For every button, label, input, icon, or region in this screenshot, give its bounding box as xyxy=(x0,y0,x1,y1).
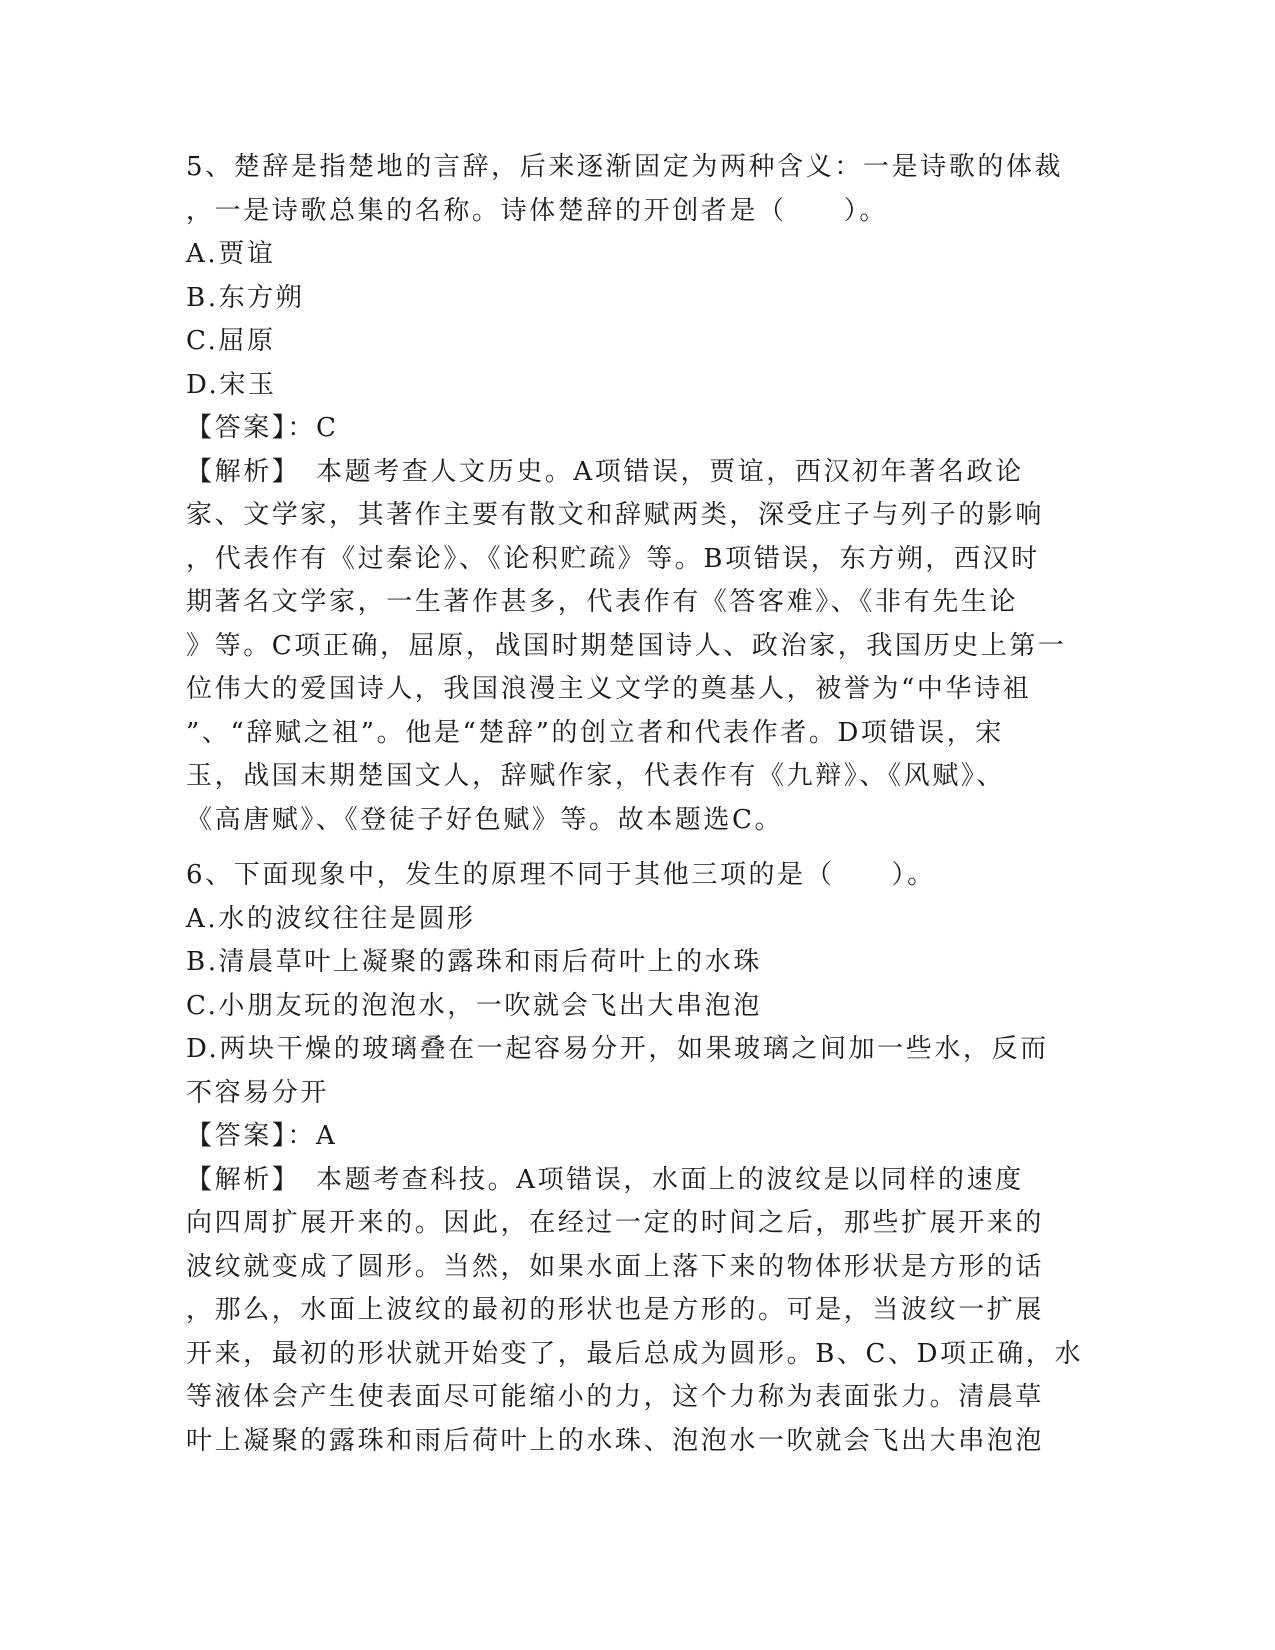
analysis-line: 》等。C项正确，屈原，战国时期楚国诗人、政治家，我国历史上第一 xyxy=(186,630,1067,661)
analysis-line: 向四周扩展开来的。因此，在经过一定的时间之后，那些扩展开来的 xyxy=(186,1208,1045,1238)
document-page xyxy=(186,146,1086,1463)
question-6 xyxy=(186,854,1086,1463)
option-a: A.水的波纹往往是圆形 xyxy=(186,903,476,934)
analysis-line: 玉，战国末期楚国文人，辞赋作家，代表作有《九辩》、《风赋》、 xyxy=(186,761,1006,791)
option-b: B.清晨草叶上凝聚的露珠和雨后荷叶上的水珠 xyxy=(186,947,762,977)
question-spacer xyxy=(186,842,1086,854)
analysis-line: 《高唐赋》、《登徒子好色赋》等。故本题选C。 xyxy=(186,804,784,835)
analysis-line: 【解析】 本题考查人文历史。A项错误，贾谊，西汉初年著名政论 xyxy=(186,456,1024,487)
option-b: B.东方朔 xyxy=(186,282,305,313)
question-stem-line: 6、下面现象中，发生的原理不同于其他三项的是（ ）。 xyxy=(186,860,936,890)
option-c: C.小朋友玩的泡泡水，一吹就会飞出大串泡泡 xyxy=(186,990,762,1021)
analysis-line: ，代表作有《过秦论》、《论积贮疏》等。B项错误，东方朔，西汉时 xyxy=(186,543,1040,574)
analysis-line: ”、“辞赋之祖”。他是“楚辞”的创立者和代表作者。D项错误，宋 xyxy=(186,717,1004,748)
option-c: C.屈原 xyxy=(186,326,276,356)
analysis-line: 位伟大的爱国诗人，我国浪漫主义文学的奠基人，被誉为“中华诗祖 xyxy=(186,674,1032,704)
question-stem-line: 5、楚辞是指楚地的言辞，后来逐渐固定为两种含义：一是诗歌的体裁 xyxy=(186,152,1064,182)
question-stem-line: ，一是诗歌总集的名称。诗体楚辞的开创者是（ ）。 xyxy=(186,195,889,226)
analysis-line: ，那么，水面上波纹的最初的形状也是方形的。可是，当波纹一扩展 xyxy=(186,1295,1045,1325)
analysis-line: 【解析】 本题考查科技。A项错误，水面上的波纹是以同样的速度 xyxy=(186,1164,1024,1195)
option-d: D.两块干燥的玻璃叠在一起容易分开，如果玻璃之间加一些水，反而 xyxy=(186,1034,1049,1064)
option-a: A.贾谊 xyxy=(186,239,276,269)
analysis-line: 波纹就变成了圆形。当然，如果水面上落下来的物体形状是方形的话 xyxy=(186,1251,1045,1282)
option-d-continued: 不容易分开 xyxy=(186,1077,330,1108)
analysis-line: 家、文学家，其著作主要有散文和辞赋两类，深受庄子与列子的影响 xyxy=(186,500,1045,530)
analysis-line: 期著名文学家，一生著作甚多，代表作有《答客难》、《非有先生论 xyxy=(186,587,1019,617)
analysis-line: 开来，最初的形状就开始变了，最后总成为圆形。B、C、D项正确，水 xyxy=(186,1338,1084,1369)
answer-line: 【答案】：A xyxy=(186,1121,338,1151)
question-5 xyxy=(186,146,1086,842)
answer-line: 【答案】：C xyxy=(186,413,339,443)
option-d: D.宋玉 xyxy=(186,369,277,400)
analysis-line: 等液体会产生使表面尽可能缩小的力，这个力称为表面张力。清晨草 xyxy=(186,1382,1045,1412)
analysis-line: 叶上凝聚的露珠和雨后荷叶上的水珠、泡泡水一吹就会飞出大串泡泡 xyxy=(186,1425,1045,1456)
